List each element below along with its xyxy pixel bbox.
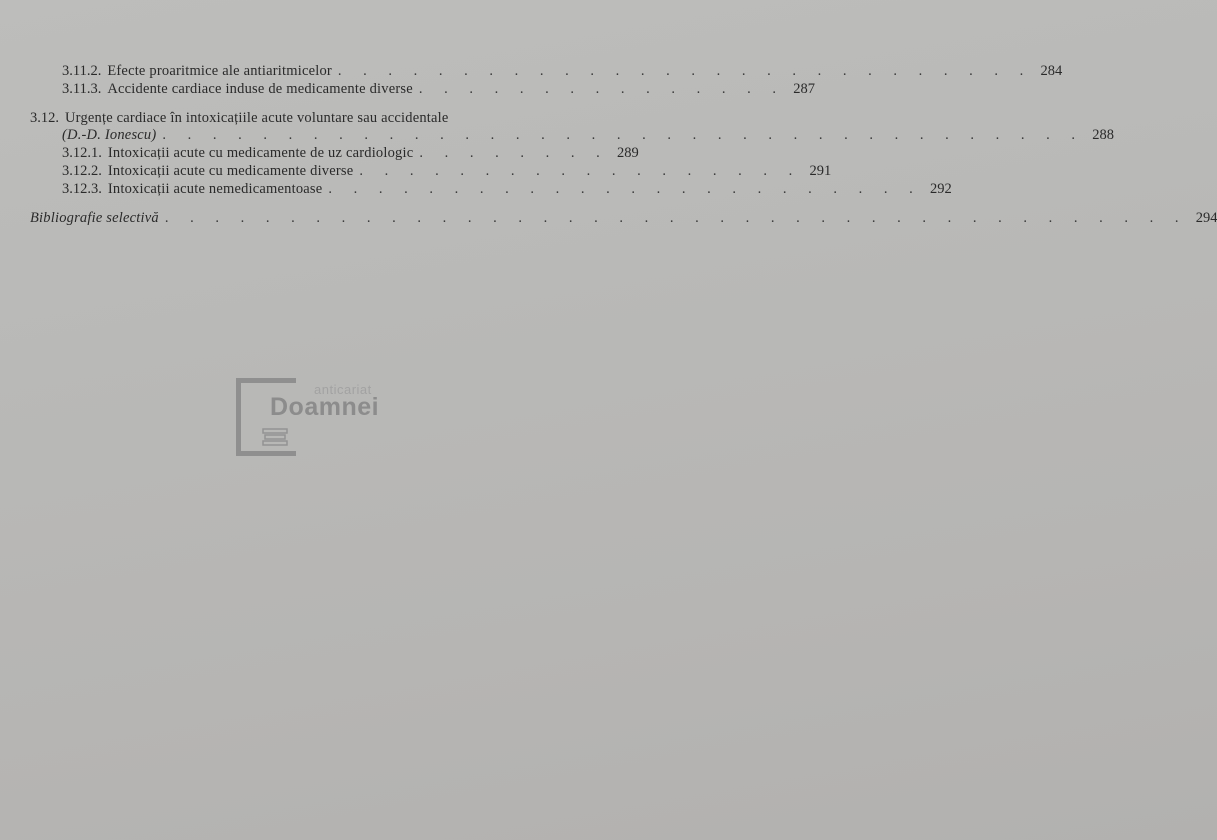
toc-title: Intoxicații acute cu medicamente diverse: [107, 163, 354, 179]
toc-page: 287: [793, 81, 815, 97]
toc-page: 292: [930, 181, 952, 197]
dot-leader: . . . . . . . . . . . . . . . . . . . . . . . . . . . .: [337, 63, 1033, 79]
toc-entry-3-12-1: [62, 145, 639, 162]
watermark-subtitle: anticariat: [314, 382, 372, 397]
toc-title: Intoxicații acute nemedicamentoase: [107, 181, 323, 197]
toc-page: 288: [1092, 127, 1115, 143]
toc-entry-bibliografie: [30, 210, 1217, 227]
toc-page: 284: [1040, 63, 1063, 79]
toc-entry-3-12: [30, 110, 575, 127]
dot-leader: . . . . . . . .: [419, 145, 609, 161]
toc-entry-3-11-3: [62, 81, 815, 98]
toc-title: Accidente cardiace induse de medicamente diverse: [107, 81, 413, 97]
toc-number: 3.12.1.: [62, 145, 102, 161]
toc-number: 3.12.2.: [62, 163, 102, 179]
toc-page: 291: [809, 163, 832, 179]
dot-leader: . . . . . . . . . . . . . . . . . .: [359, 163, 802, 179]
dot-leader: . . . . . . . . . . . . . . . . . . . . . . . . . . . . . . . . . . . . .: [162, 127, 1085, 143]
dot-leader: . . . . . . . . . . . . . . .: [418, 81, 785, 97]
toc-number: 3.11.3.: [62, 81, 102, 97]
toc-title: Bibliografie selectivă: [30, 210, 159, 226]
toc-number: 3.12.: [30, 110, 59, 126]
books-icon: [262, 428, 288, 446]
toc-title: Intoxicații acute cu medicamente de uz cardiologic: [107, 145, 414, 161]
toc-number: 3.11.2.: [62, 63, 102, 79]
dot-leader: . . . . . . . . . . . . . . . . . . . . . . . . . . . . . . . . . . . . . . . . .: [164, 210, 1188, 226]
toc-title: Urgențe cardiace în intoxicațiile acute voluntare sau accidentale: [65, 110, 449, 126]
toc-entry-3-11-2: [62, 63, 1063, 80]
toc-entry-3-12-3: [62, 181, 952, 198]
toc-page: 294: [1195, 210, 1217, 226]
toc-number: 3.12.3.: [62, 181, 102, 197]
toc-entry-3-12-2: [62, 163, 832, 180]
toc-page: 289: [617, 145, 639, 161]
dot-leader: . . . . . . . . . . . . . . . . . . . . . . . .: [328, 181, 922, 197]
toc-title: Efecte proaritmice ale antiaritmicelor: [107, 63, 332, 79]
toc-author: (D.-D. Ionescu): [62, 127, 157, 143]
toc-entry-3-12-author: [62, 127, 1115, 144]
watermark-brand: Doamnei: [270, 393, 380, 421]
